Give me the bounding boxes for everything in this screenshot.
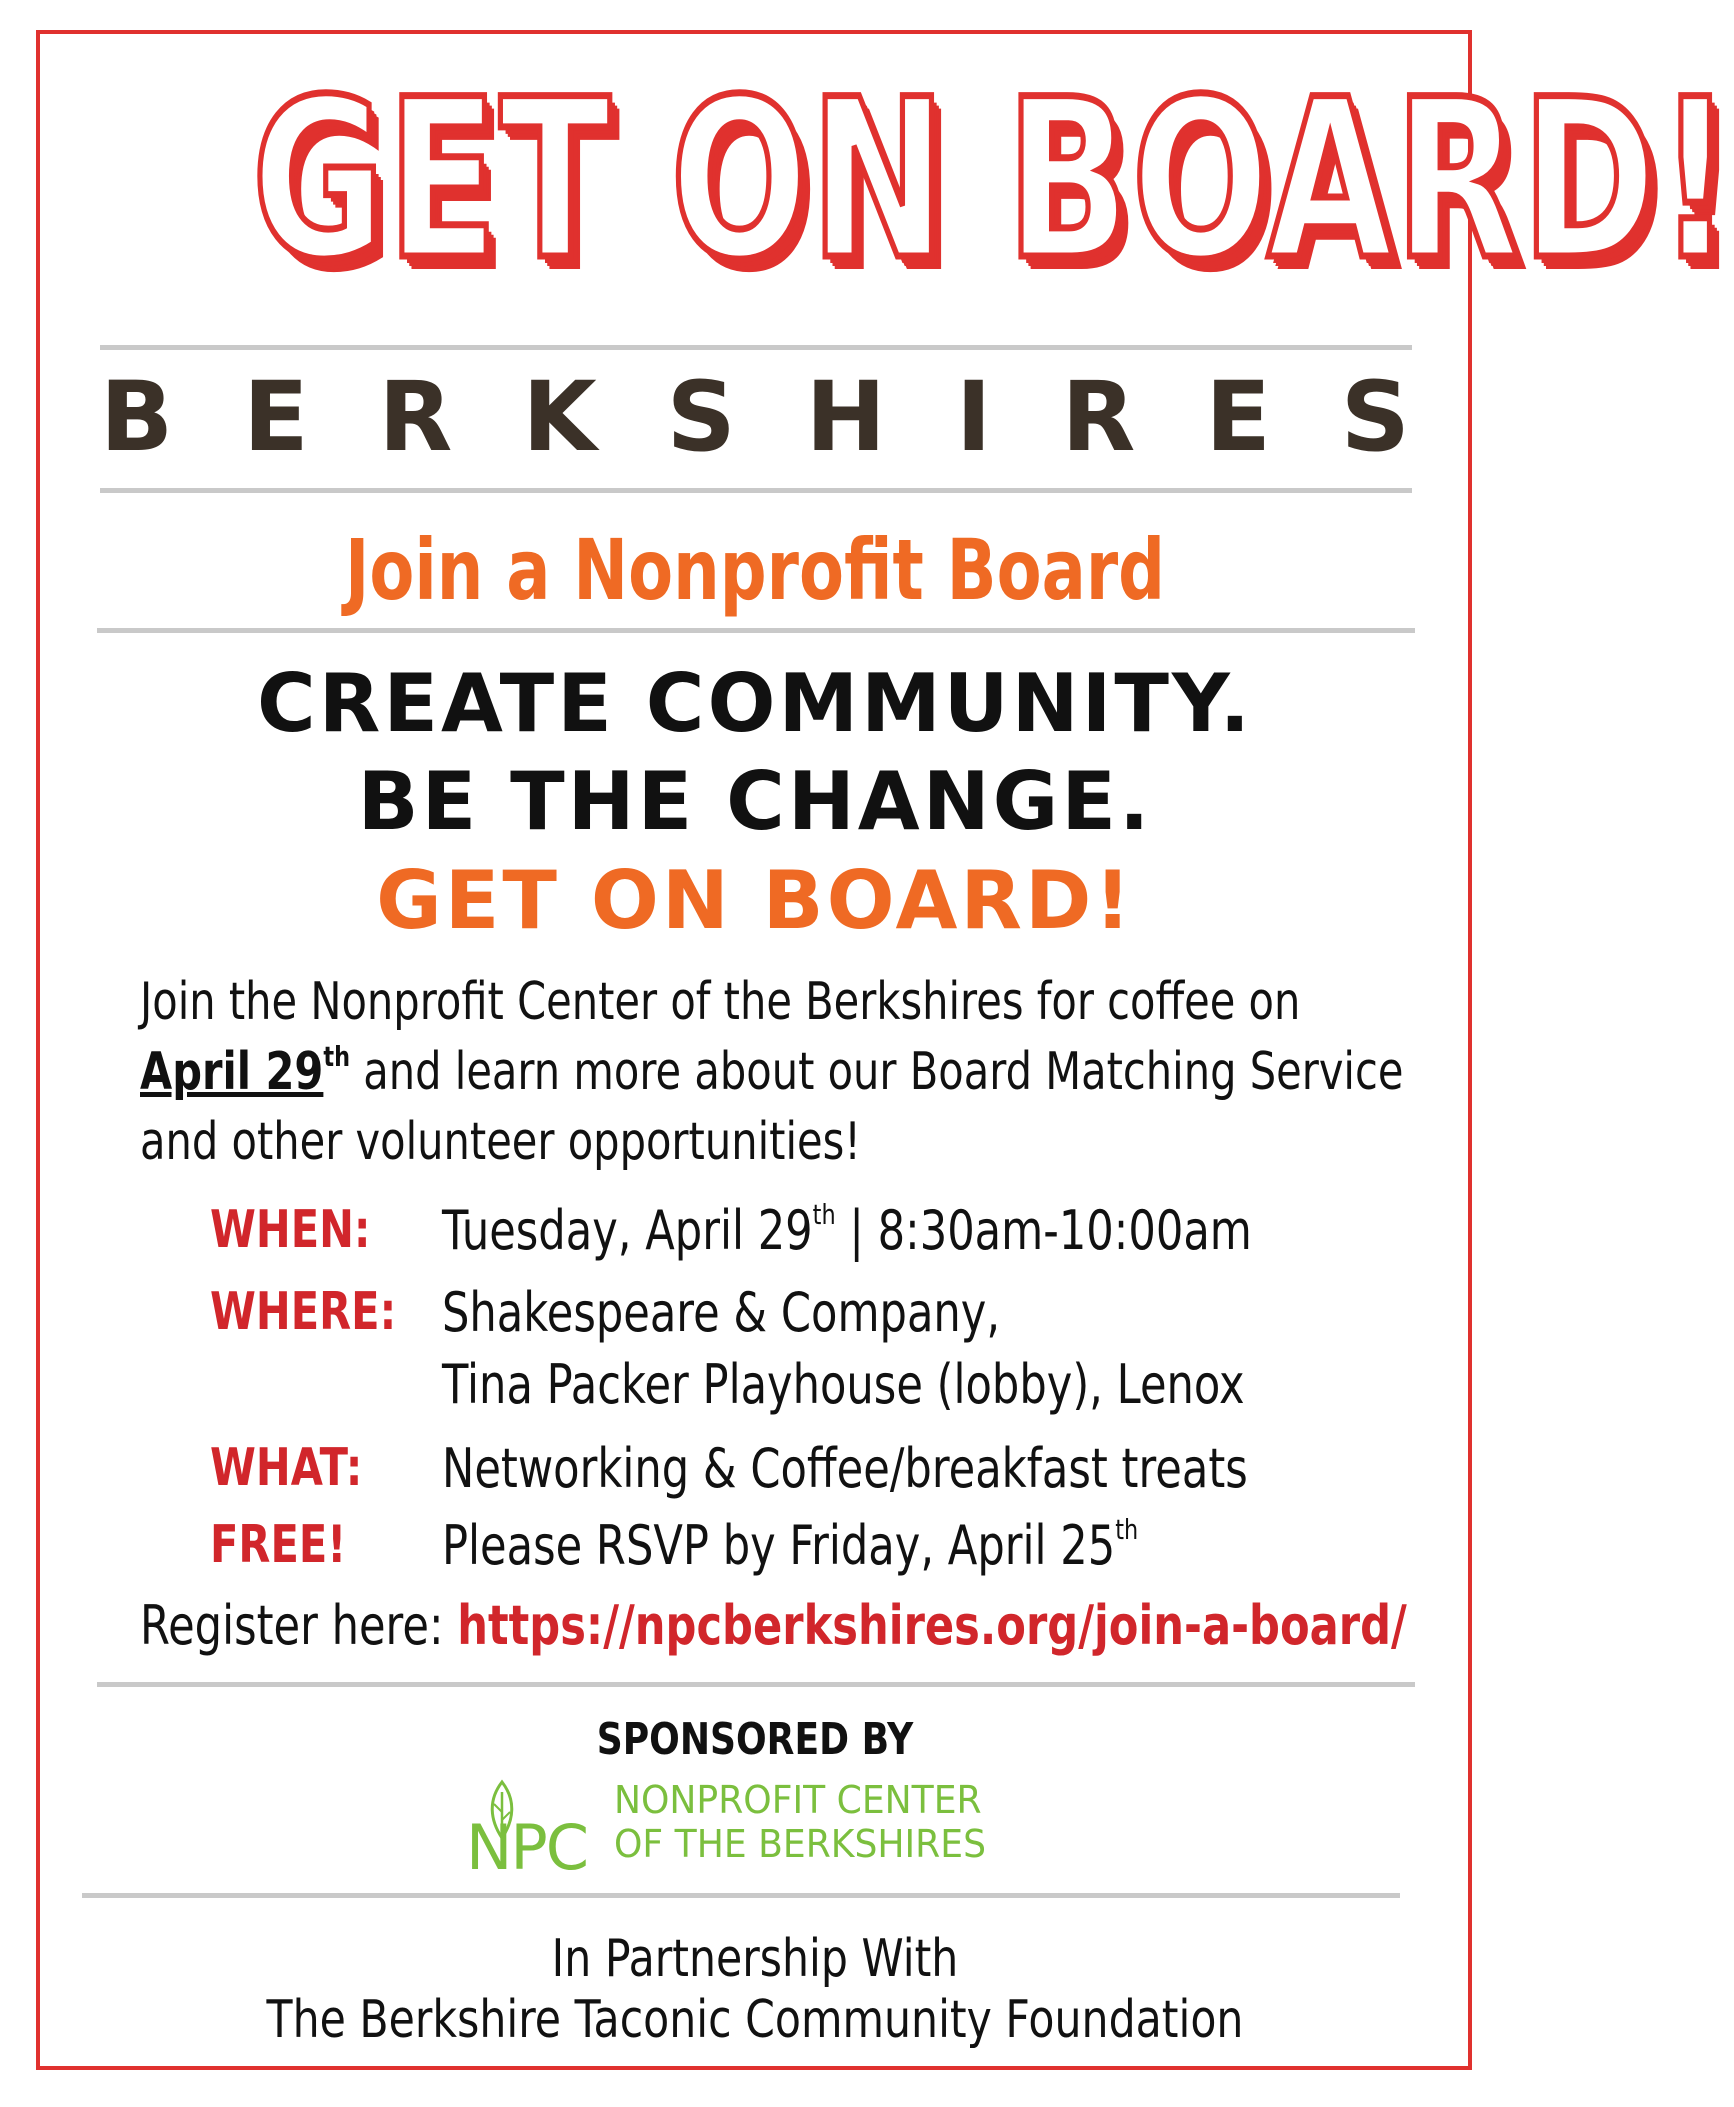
intro-line: and other volunteer opportunities! (140, 1112, 861, 1172)
partner-line: In Partnership With (551, 1929, 959, 1989)
when-suffix: th (812, 1198, 836, 1231)
divider (100, 345, 1412, 350)
intro-line: Join the Nonprofit Center of the Berkshires for coffee on (140, 972, 1301, 1032)
intro-paragraph (140, 967, 1420, 1177)
what-label: WHAT: (210, 1438, 363, 1498)
when-time: | 8:30am-10:00am (835, 1199, 1252, 1262)
region-letter: I (955, 361, 992, 473)
region-title (100, 362, 1410, 472)
region-letter: B (100, 361, 174, 473)
region-letter: K (522, 361, 597, 473)
where-label: WHERE: (210, 1282, 397, 1342)
intro-text: and learn more about our Board Matching Service (350, 1042, 1404, 1102)
event-date: April 29 (140, 1042, 324, 1102)
region-letter: R (1061, 361, 1136, 473)
register-line (140, 1590, 1407, 1662)
what-value: Networking & Coffee/breakfast treats (442, 1437, 1248, 1500)
where-line: Tina Packer Playhouse (lobby), Lenox (442, 1353, 1245, 1416)
register-label: Register here: (140, 1594, 458, 1657)
divider (82, 1893, 1400, 1898)
where-line: Shakespeare & Company, (442, 1281, 1001, 1344)
slogan-line: CREATE COMMUNITY. (257, 657, 1253, 750)
npc-name-line: OF THE BERKSHIRES (614, 1822, 986, 1866)
slogan-line: BE THE CHANGE. (357, 755, 1153, 848)
when-label: WHEN: (210, 1200, 371, 1260)
npc-name (614, 1778, 986, 1866)
when-date: Tuesday, April 29 (442, 1199, 813, 1262)
partner-line: The Berkshire Taconic Community Foundation (266, 1990, 1244, 2050)
region-letter: S (666, 361, 736, 473)
region-letter: H (805, 361, 886, 473)
divider (97, 1682, 1415, 1687)
sponsored-by-heading: SPONSORED BY (596, 1714, 914, 1765)
when-value (442, 1195, 1252, 1267)
free-label: FREE! (210, 1515, 347, 1575)
divider (97, 628, 1415, 633)
subtitle: Join a Nonprofit Board (344, 521, 1166, 619)
npc-logo (466, 1770, 1026, 1884)
npc-letters: NPC (466, 1811, 588, 1884)
npc-name-line: NONPROFIT CENTER (614, 1778, 982, 1822)
slogan-line: GET ON BOARD! (376, 854, 1134, 947)
region-letter: S (1340, 361, 1410, 473)
free-value (442, 1510, 1138, 1582)
rsvp-text: Please RSVP by Friday, April 25 (442, 1514, 1116, 1577)
region-letter: R (378, 361, 453, 473)
headline: GET ON BOARD! (251, 52, 1734, 308)
region-letter: E (1205, 361, 1271, 473)
divider (100, 488, 1412, 493)
region-letter: E (243, 361, 309, 473)
register-link[interactable]: https://npcberkshires.org/join-a-board/ (457, 1594, 1407, 1657)
date-suffix: th (323, 1040, 351, 1073)
rsvp-suffix: th (1115, 1513, 1139, 1546)
intro-line (140, 1037, 1420, 1107)
